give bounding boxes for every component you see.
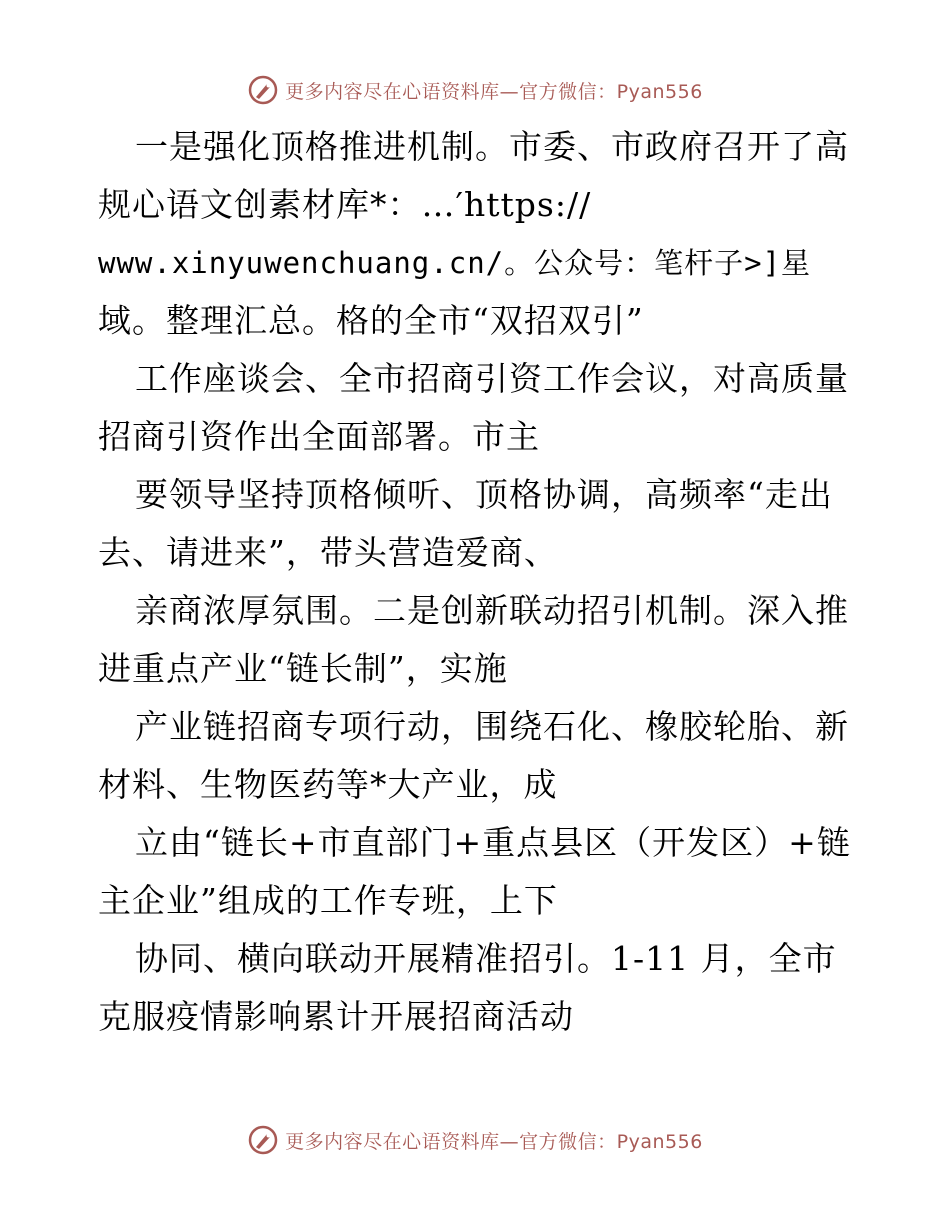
text-line: 立由“链长+市直部门+重点县区（开发区）+链 — [135, 823, 851, 862]
text-line: 克服疫情影响累计开展招商活动 — [98, 997, 574, 1036]
text-line: 要领导坚持顶格倾听、顶格协调，高频率“走出 — [135, 475, 833, 514]
footer-banner-text: 更多内容尽在心语资料库—官方微信：Pyan556 — [285, 1130, 703, 1153]
text-line: 规心语文创素材库*：…′https:// — [98, 185, 592, 224]
header-banner-text: 更多内容尽在心语资料库—官方微信：Pyan556 — [285, 80, 703, 103]
document-body — [98, 118, 858, 1046]
text-line: 材料、生物医药等*大产业，成 — [98, 765, 558, 804]
text-line: 域。整理汇总。格的全市“双招双引” — [98, 301, 644, 340]
text-line: www.xinyuwenchuang.cn/。公众号：笔杆子>]星 — [98, 246, 812, 280]
text-line: 一是强化顶格推进机制。市委、市政府召开了高 — [135, 127, 849, 166]
header-watermark-banner — [0, 70, 950, 110]
text-line: 招商引资作出全面部署。市主 — [98, 417, 540, 456]
text-line: 主企业”组成的工作专班，上下 — [98, 881, 558, 920]
text-line: 协同、横向联动开展精准招引。1-11 月，全市 — [135, 939, 837, 978]
text-line: 工作座谈会、全市招商引资工作会议，对高质量 — [135, 359, 849, 398]
footer-watermark-banner — [0, 1120, 950, 1160]
pen-logo-icon — [247, 74, 279, 106]
text-line: 亲商浓厚氛围。二是创新联动招引机制。深入推 — [135, 591, 849, 630]
text-line: 进重点产业“链长制”，实施 — [98, 649, 508, 688]
pen-logo-icon — [247, 1124, 279, 1156]
text-line: 产业链招商专项行动，围绕石化、橡胶轮胎、新 — [135, 707, 849, 746]
text-line: 去、请进来”，带头营造爱商、 — [98, 533, 558, 572]
